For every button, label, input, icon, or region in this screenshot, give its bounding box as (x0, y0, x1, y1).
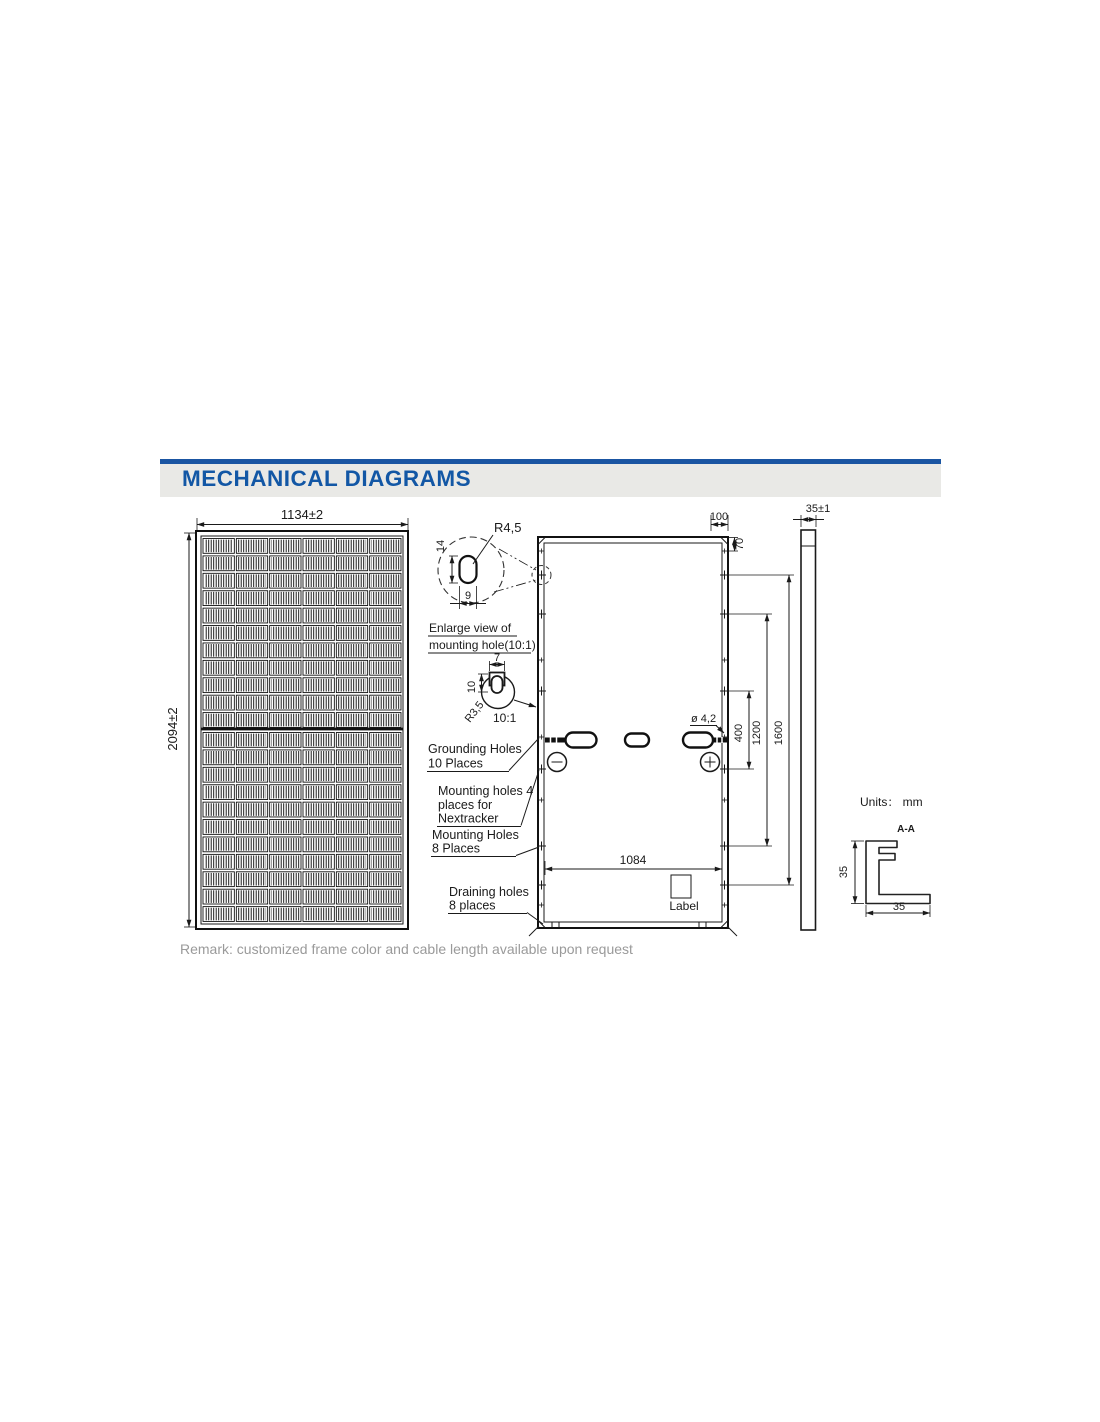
plus-terminal-icon (701, 753, 720, 772)
svg-text:places for: places for (438, 798, 493, 812)
callout-draining-holes: Draining holes (449, 885, 529, 899)
negative-cable (545, 738, 565, 743)
callout-nextracker-holes: Mounting holes 4 (438, 784, 534, 798)
section-width-dim: 35 (892, 901, 906, 913)
svg-text:Nextracker: Nextracker (438, 811, 499, 826)
front-height-dim: 2094±2 (165, 707, 180, 751)
frame-profile (866, 841, 930, 904)
section-title: MECHANICAL DIAGRAMS (182, 466, 472, 491)
back-view-callouts (427, 738, 543, 924)
junction-box (625, 734, 649, 747)
section-height-dim: 35 (838, 865, 850, 879)
section-a-a (838, 795, 930, 917)
back-dim-1600: 1600 (773, 720, 785, 746)
units-label: Units： mm (860, 795, 923, 809)
callout-grounding-holes: Grounding Holes (428, 742, 522, 756)
detail1-caption-line2: mounting hole(10:1) (429, 638, 536, 652)
negative-connector (566, 733, 597, 748)
minus-terminal-icon (548, 753, 567, 772)
detail2-height-dim: 10 (466, 680, 478, 694)
back-dim-1084: 1084 (619, 853, 647, 867)
back-dim-70: 70 (734, 537, 746, 551)
detail1-caption-line1: Enlarge view of (429, 621, 512, 635)
side-view-drawing (793, 503, 830, 930)
grounding-hole-detail (463, 652, 536, 725)
svg-text:8 Places: 8 Places (432, 841, 480, 856)
svg-text:8 places: 8 places (449, 898, 496, 913)
mounting-hole-detail (428, 520, 536, 653)
detail1-height-dim: 14 (435, 539, 447, 553)
side-thickness-dim: 35±1 (805, 503, 831, 515)
back-dim-1200: 1200 (751, 720, 763, 746)
positive-cable (713, 738, 728, 743)
detail2-width-dim: 7 (493, 652, 501, 664)
detail1-width-dim: 9 (464, 590, 472, 602)
remark-text: Remark: customized frame color and cable length available upon request (180, 941, 633, 957)
positive-connector (683, 733, 713, 748)
callout-mounting-holes: Mounting Holes (432, 828, 519, 842)
back-dim-100: 100 (709, 511, 729, 523)
front-width-dim: 1134±2 (280, 507, 324, 522)
back-view-drawing (427, 511, 794, 936)
detail1-radius-label: R4,5 (494, 520, 522, 535)
detail2-radius-label: R3,5 (462, 699, 487, 726)
back-dim-400: 400 (733, 723, 745, 743)
detail2-scale-label: 10:1 (493, 711, 517, 725)
back-hole-diameter: ø 4,2 (691, 713, 717, 725)
svg-text:10 Places: 10 Places (428, 756, 483, 771)
front-view-drawing (165, 507, 408, 929)
section-title: A-A (897, 824, 915, 835)
label-text: Label (669, 899, 699, 913)
